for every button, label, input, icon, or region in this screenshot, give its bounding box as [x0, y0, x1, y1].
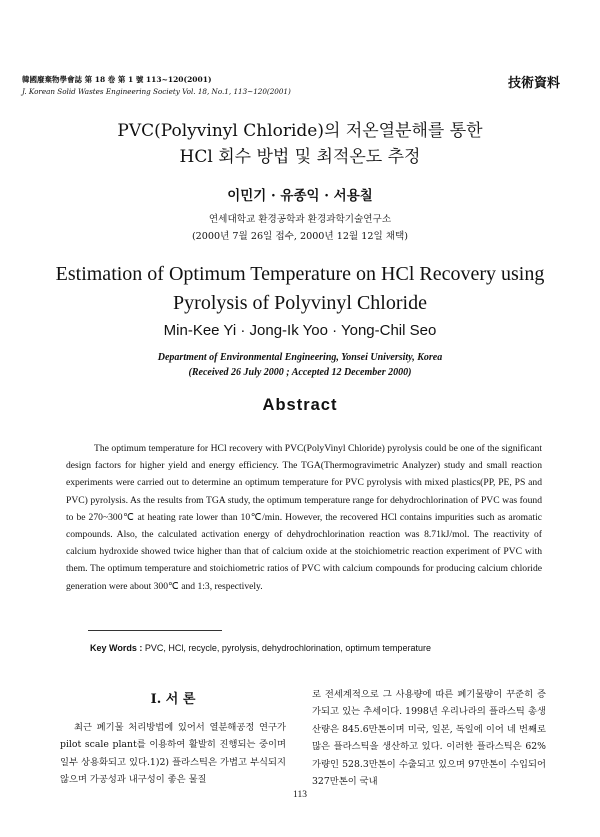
journal-name-english: J. Korean Solid Wastes Engineering Society Vol. 18, No.1, 113~120(2001) [22, 87, 291, 96]
journal-header [22, 74, 291, 98]
korean-title-line-2: HCl 회수 방법 및 최적온도 추정 [179, 147, 421, 167]
introduction-paragraph-left: 최근 폐기물 처리방법에 있어서 열분해공정 연구가 pilot scale plant를 이용하여 활발히 진행되는 중이며 일부 상용화되고 있다.1)2) 플라스틱은 가볍고 부식되지 않으며 가공성과 내구성이 좋은 물질 [60, 722, 286, 786]
article-category: 技術資料 [507, 76, 560, 91]
english-title-line-1: Estimation of Optimum Temperature on HCl Recovery using [55, 263, 545, 285]
abstract-text: The optimum temperature for HCl recovery with PVC(PolyVinyl Chloride) pyrolysis could be one of the significant design factors for higher yield and energy efficiency. The TGA(Thermogravimetric Analyzer) study and small reaction experiments were carried out to determine an optimum temperature for PVC pyrolysis with mixed plastics(PP, PE, PS and PVC) pyrolysis. As the results from TGA study, the optimum temperature range for dehydrochlorination of PVC was found to be 270~300℃ at heating rate lower than 10℃/min. However, the recovered HCl contains impurities such as aromatic compounds. Also, the calculated activation energy of dehydrochlorination reaction was 8.71kJ/mol. The reactivity of calcium hydroxide showed twice higher than that of calcium oxide at the stoichiometric reaction experiment of PVC with them. The optimum temperature and stoichiometric ratios of PVC with calcium compounds for producing calcium chloride generation were about 300℃ and 1:3, respectively. [66, 443, 542, 592]
english-title [0, 260, 600, 318]
journal-name-korean: 韓國廢棄物學會誌 第 18 卷 第 1 號 113~120(2001) [22, 75, 212, 84]
body-column-right [312, 686, 546, 790]
keywords-list: PVC, HCl, recycle, pyrolysis, dehydrochlorination, optimum temperature [142, 643, 431, 653]
body-column-left [60, 688, 286, 789]
page-number: 113 [293, 790, 307, 800]
keywords-divider [88, 630, 222, 631]
korean-title-line-1: PVC(Polyvinyl Chloride)의 저온열분해를 통한 [117, 121, 483, 141]
english-affiliation-block [0, 350, 600, 380]
abstract-heading: Abstract [262, 396, 338, 414]
keywords-label: Key Words : [90, 643, 143, 653]
english-received-dates: (Received 26 July 2000 ; Accepted 12 December 2000) [188, 367, 412, 378]
introduction-heading: Ⅰ. 서 론 [150, 692, 196, 707]
korean-affiliation: 연세대학교 환경공학과 환경과학기술연구소 [208, 214, 392, 225]
korean-title [0, 118, 600, 170]
korean-dates: (2000년 7월 26일 접수, 2000년 12월 12일 채택) [191, 231, 409, 242]
korean-authors: 이민기 · 유종익 · 서용칠 [227, 188, 373, 204]
english-title-line-2: Pyrolysis of Polyvinyl Chloride [173, 292, 427, 314]
keywords [90, 643, 431, 653]
english-department: Department of Environmental Engineering, Yonsei University, Korea [157, 352, 443, 363]
english-authors: Min-Kee Yi · Jong-Ik Yoo · Yong-Chil Seo [163, 322, 437, 339]
introduction-paragraph-right: 로 전세계적으로 그 사용량에 따른 폐기물량이 꾸준히 증가되고 있는 추세이다. 1998년 우리나라의 플라스틱 총생산량은 845.6만톤이며 미국, 일본, 독일에 이어 네 번째로 많은 플라스틱을 생산하고 있다. 이러한 플라스틱은 62%가량인 528.3만톤이 수출되고 있으며 97만톤이 수입되어 327만톤이 국내 [312, 689, 546, 788]
korean-affiliation-block [0, 211, 600, 245]
